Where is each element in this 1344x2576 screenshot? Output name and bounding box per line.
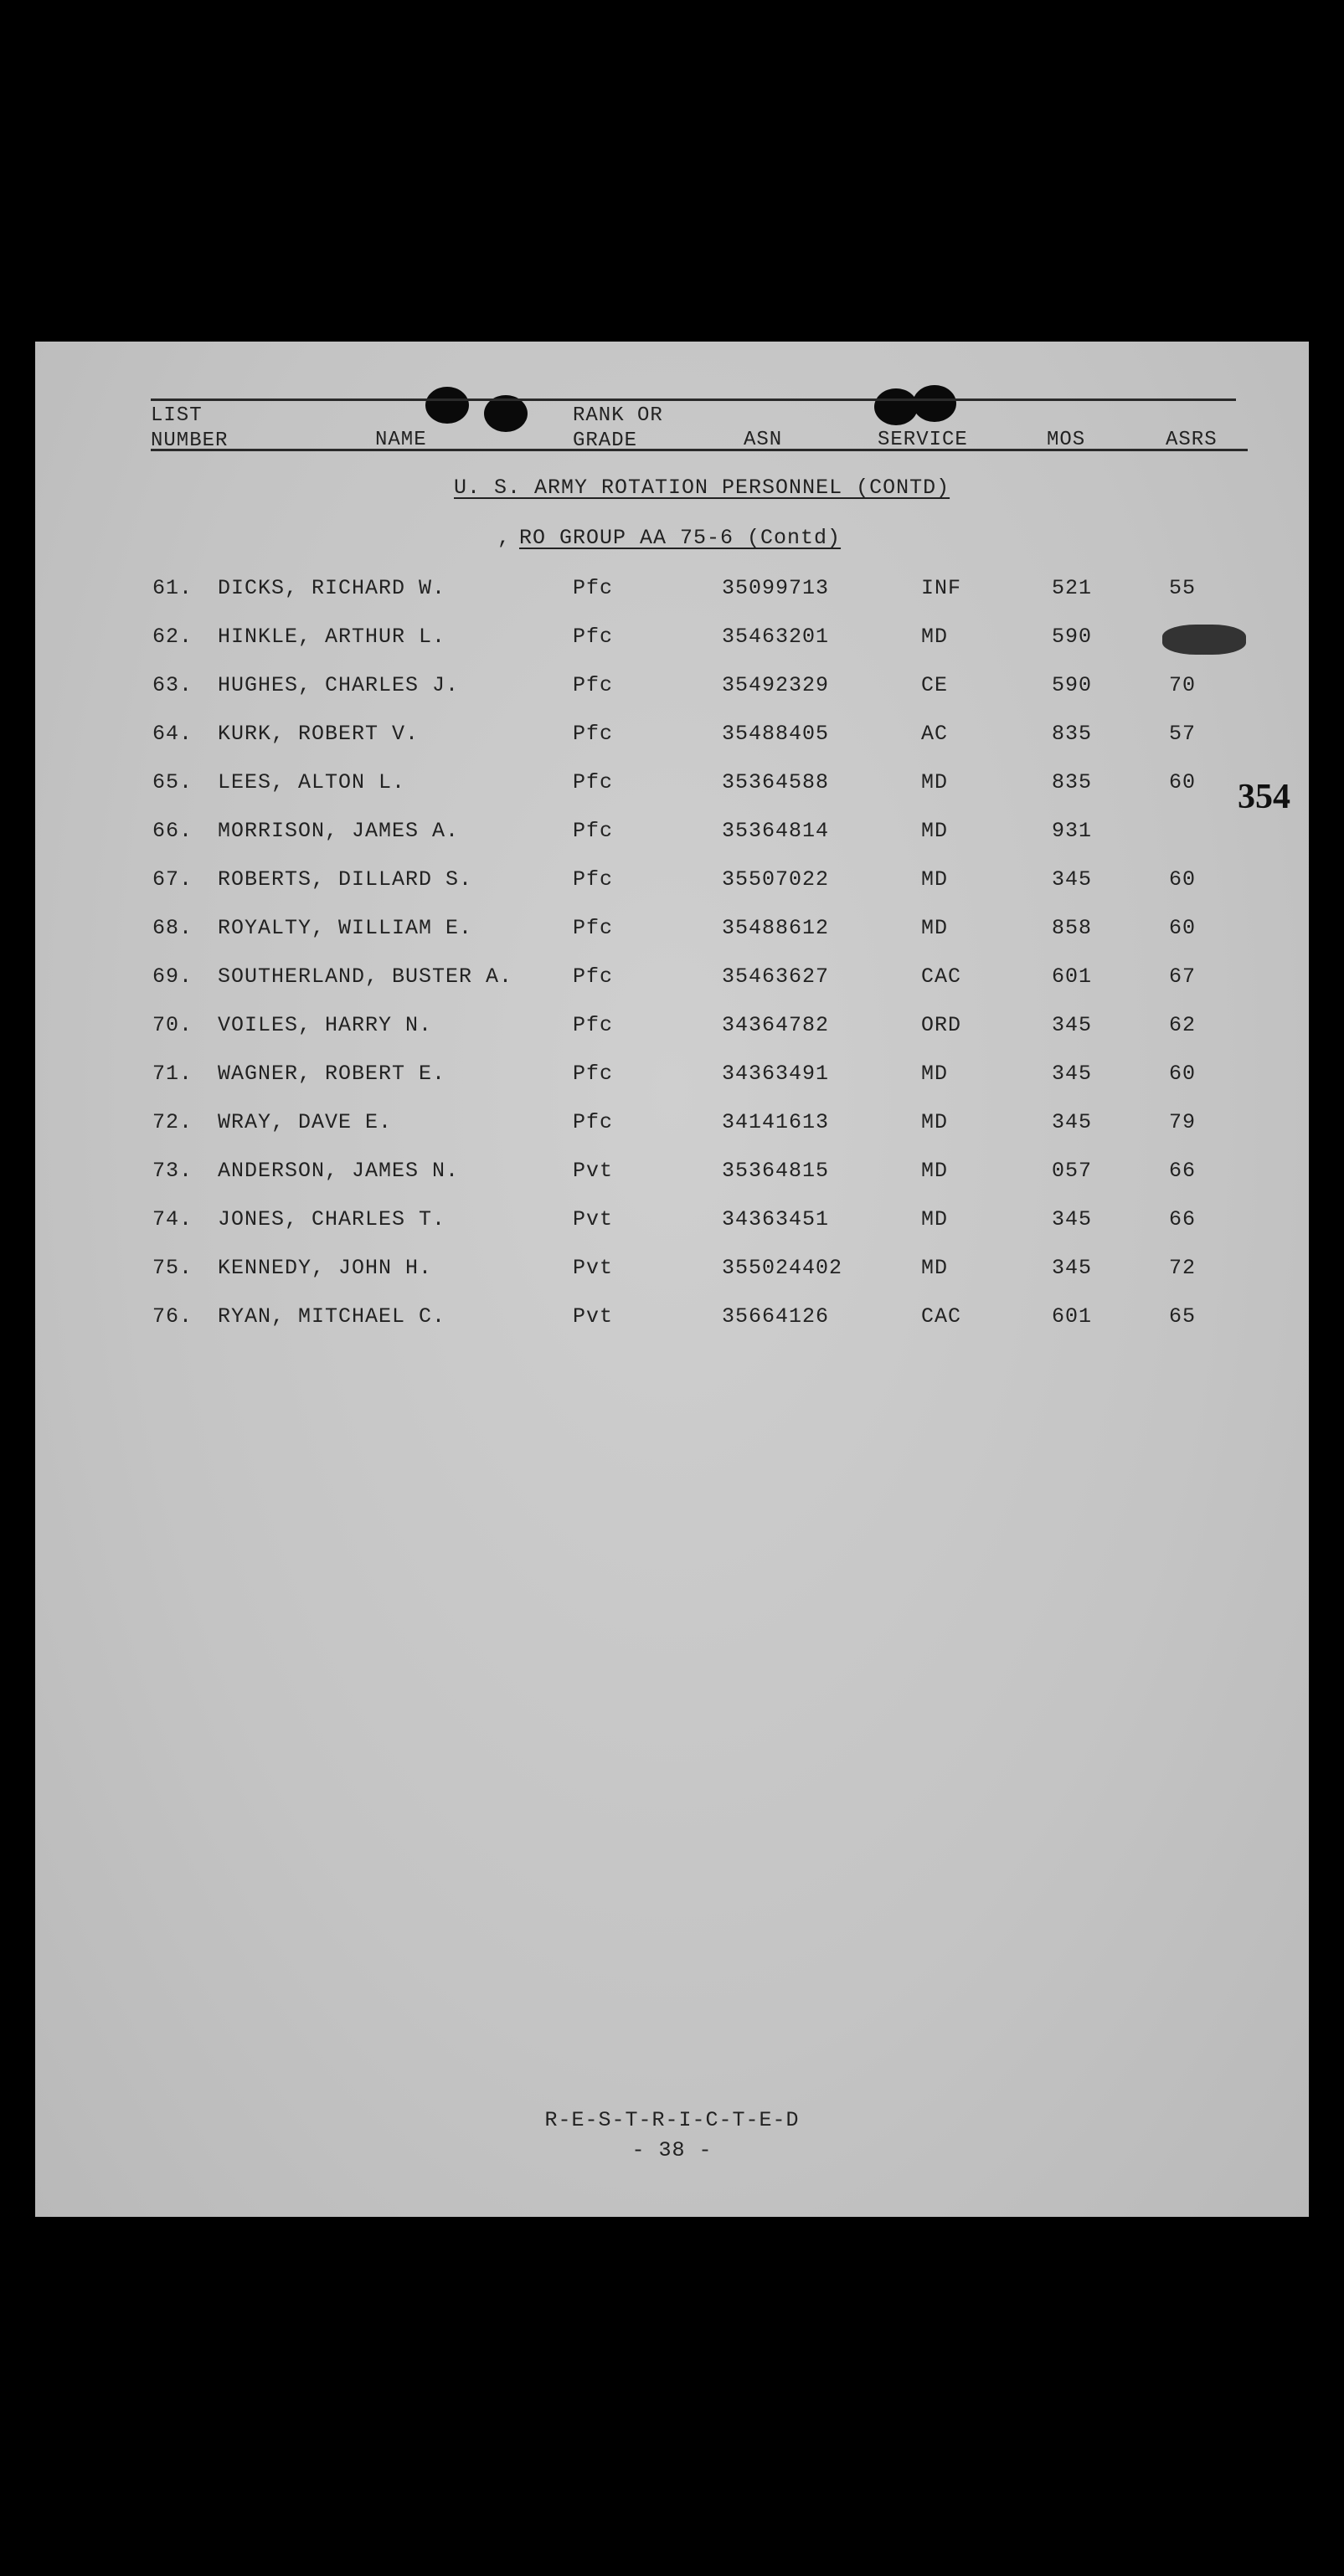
list-number: 73. [152, 1159, 193, 1183]
table-row [35, 1013, 1309, 1046]
service: MD [921, 1159, 949, 1183]
punch-hole-icon [874, 388, 918, 425]
personnel-name: KENNEDY, JOHN H. [218, 1256, 433, 1280]
personnel-name: HINKLE, ARTHUR L. [218, 625, 446, 649]
table-row [35, 722, 1309, 755]
list-number: 75. [152, 1256, 193, 1280]
asn: 34364782 [722, 1013, 830, 1037]
header-rank-label: RANK OR [573, 404, 663, 427]
header-asrs: ASRS [1166, 429, 1218, 451]
list-number: 62. [152, 625, 193, 649]
service: MD [921, 1062, 949, 1086]
service: MD [921, 867, 949, 892]
table-row [35, 770, 1309, 804]
asn: 35488612 [722, 916, 830, 940]
rank: Pfc [573, 916, 614, 940]
table-row [35, 1110, 1309, 1144]
rank: Pvt [573, 1207, 614, 1231]
mos: 345 [1052, 1256, 1093, 1280]
personnel-name: ANDERSON, JAMES N. [218, 1159, 460, 1183]
service: MD [921, 625, 949, 649]
header-service: SERVICE [878, 429, 968, 451]
rank: Pfc [573, 964, 614, 989]
table-row [35, 1062, 1309, 1095]
personnel-name: WRAY, DAVE E. [218, 1110, 393, 1134]
document-title: U. S. ARMY ROTATION PERSONNEL (CONTD) [454, 476, 950, 500]
rank: Pvt [573, 1256, 614, 1280]
mos: 345 [1052, 1062, 1093, 1086]
table-row [35, 1159, 1309, 1192]
asrs: 62 [1169, 1013, 1197, 1037]
service: CAC [921, 964, 962, 989]
asrs: 60 [1169, 770, 1197, 794]
service: CAC [921, 1304, 962, 1329]
rank: Pfc [573, 819, 614, 843]
asrs: 60 [1169, 916, 1197, 940]
margin-page-number: 354 [1238, 778, 1290, 816]
service: AC [921, 722, 949, 746]
mos: 931 [1052, 819, 1093, 843]
page-number: - 38 - [631, 2138, 713, 2162]
mos: 521 [1052, 576, 1093, 600]
asrs: 70 [1169, 673, 1197, 697]
header-name: NAME [375, 429, 427, 451]
header-number-label: NUMBER [151, 429, 229, 452]
personnel-name: KURK, ROBERT V. [218, 722, 420, 746]
personnel-name: WAGNER, ROBERT E. [218, 1062, 446, 1086]
personnel-name: HUGHES, CHARLES J. [218, 673, 460, 697]
list-number: 63. [152, 673, 193, 697]
rank: Pfc [573, 576, 614, 600]
list-number: 74. [152, 1207, 193, 1231]
table-row [35, 1304, 1309, 1338]
mos: 057 [1052, 1159, 1093, 1183]
mos: 835 [1052, 722, 1093, 746]
service: INF [921, 576, 962, 600]
header-rank [573, 404, 663, 454]
rank: Pfc [573, 625, 614, 649]
rank: Pfc [573, 1013, 614, 1037]
asrs: 65 [1169, 1304, 1197, 1329]
table-row [35, 1256, 1309, 1289]
asrs: 60 [1169, 867, 1197, 892]
list-number: 67. [152, 867, 193, 892]
service: MD [921, 1207, 949, 1231]
list-number: 70. [152, 1013, 193, 1037]
service: MD [921, 916, 949, 940]
personnel-name: DICKS, RICHARD W. [218, 576, 446, 600]
asrs: 60 [1169, 1062, 1197, 1086]
mos: 601 [1052, 964, 1093, 989]
personnel-name: SOUTHERLAND, BUSTER A. [218, 964, 513, 989]
list-number: 61. [152, 576, 193, 600]
personnel-name: VOILES, HARRY N. [218, 1013, 433, 1037]
mos: 601 [1052, 1304, 1093, 1329]
service: MD [921, 1256, 949, 1280]
rank: Pfc [573, 673, 614, 697]
rank: Pfc [573, 867, 614, 892]
service: MD [921, 1110, 949, 1134]
table-row [35, 1207, 1309, 1241]
personnel-name: RYAN, MITCHAEL C. [218, 1304, 446, 1329]
header-mos: MOS [1047, 429, 1086, 451]
rank: Pfc [573, 770, 614, 794]
rank: Pfc [573, 722, 614, 746]
table-row [35, 867, 1309, 901]
table-row [35, 964, 1309, 998]
asrs: 66 [1169, 1207, 1197, 1231]
table-row [35, 673, 1309, 707]
punch-hole-icon [425, 387, 469, 424]
asn: 35364814 [722, 819, 830, 843]
asn: 355024402 [722, 1256, 843, 1280]
asn: 34363451 [722, 1207, 830, 1231]
service: MD [921, 819, 949, 843]
asrs: 55 [1169, 576, 1197, 600]
punch-hole-icon [913, 385, 956, 422]
mos: 858 [1052, 916, 1093, 940]
header-list-label: LIST [151, 404, 203, 427]
asn: 35099713 [722, 576, 830, 600]
mos: 345 [1052, 1110, 1093, 1134]
mos: 345 [1052, 1013, 1093, 1037]
service: MD [921, 770, 949, 794]
list-number: 68. [152, 916, 193, 940]
list-number: 76. [152, 1304, 193, 1329]
personnel-name: ROBERTS, DILLARD S. [218, 867, 473, 892]
asrs: 57 [1169, 722, 1197, 746]
subtitle-prefix: , [497, 526, 512, 550]
asrs: 72 [1169, 1256, 1197, 1280]
list-number: 65. [152, 770, 193, 794]
asrs: 66 [1169, 1159, 1197, 1183]
asn: 35463627 [722, 964, 830, 989]
personnel-name: ROYALTY, WILLIAM E. [218, 916, 473, 940]
asn: 35364815 [722, 1159, 830, 1183]
classification-footer: R-E-S-T-R-I-C-T-E-D [544, 2108, 800, 2132]
asn: 35488405 [722, 722, 830, 746]
mos: 835 [1052, 770, 1093, 794]
rank: Pvt [573, 1159, 614, 1183]
mos: 590 [1052, 625, 1093, 649]
mos: 345 [1052, 1207, 1093, 1231]
rank: Pfc [573, 1062, 614, 1086]
asn: 34141613 [722, 1110, 830, 1134]
personnel-name: LEES, ALTON L. [218, 770, 406, 794]
document-page [35, 342, 1309, 2217]
asn: 34363491 [722, 1062, 830, 1086]
asn: 35492329 [722, 673, 830, 697]
header-grade-label: GRADE [573, 429, 638, 452]
rank: Pvt [573, 1304, 614, 1329]
asn: 35463201 [722, 625, 830, 649]
list-number: 64. [152, 722, 193, 746]
personnel-name: MORRISON, JAMES A. [218, 819, 460, 843]
header-list-number [151, 404, 228, 454]
rank: Pfc [573, 1110, 614, 1134]
mos: 590 [1052, 673, 1093, 697]
mos: 345 [1052, 867, 1093, 892]
personnel-name: JONES, CHARLES T. [218, 1207, 446, 1231]
asrs: 67 [1169, 964, 1197, 989]
list-number: 66. [152, 819, 193, 843]
header-top-rule [151, 398, 1236, 401]
table-row [35, 625, 1309, 658]
asrs: 79 [1169, 1110, 1197, 1134]
asn: 35364588 [722, 770, 830, 794]
ink-smudge-icon [1162, 625, 1246, 655]
table-row [35, 576, 1309, 609]
table-row [35, 819, 1309, 852]
header-asn: ASN [744, 429, 783, 451]
document-subtitle: RO GROUP AA 75-6 (Contd) [519, 526, 842, 550]
list-number: 71. [152, 1062, 193, 1086]
asn: 35507022 [722, 867, 830, 892]
service: CE [921, 673, 949, 697]
asn: 35664126 [722, 1304, 830, 1329]
list-number: 69. [152, 964, 193, 989]
list-number: 72. [152, 1110, 193, 1134]
table-row [35, 916, 1309, 949]
service: ORD [921, 1013, 962, 1037]
